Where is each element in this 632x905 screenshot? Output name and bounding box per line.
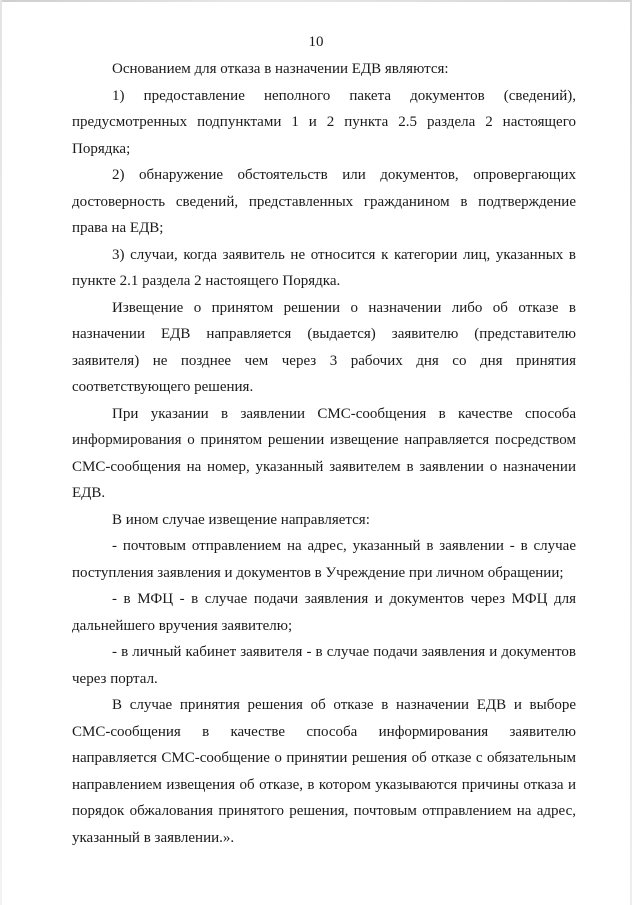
paragraph-notice-deadline: Извещение о принятом решении о назначении либо об отказе в назначении ЕДВ направляется (выдается) заявителю (представителю заявителя) не позднее чем через 3 рабочих дня со дня принятия соответствующего решения.	[72, 299, 576, 395]
paragraph-refusal-grounds-intro: Основанием для отказа в назначении ЕДВ являются:	[112, 61, 449, 77]
page-number: 10	[308, 34, 324, 50]
paragraph-postal-option: - почтовым отправлением на адрес, указанный в заявлении - в случае поступления заявления и документов в Учреждение при личном обращении;	[72, 538, 576, 581]
paragraph-refusal-sms: В случае принятия решения об отказе в назначении ЕДВ и выборе СМС-сообщения в качестве способа информирования заявителю направляется СМС-сообщение о принятии решения об отказе с обязательным направлением извещения об отказе, в котором указываются причины отказа и порядок обжалования принятого решения, почтовым отправлением на адрес, указанный в заявлении.».	[72, 697, 576, 846]
scan-edge-top	[0, 0, 632, 2]
scan-edge-left	[0, 0, 2, 905]
paragraph-otherwise-intro: В ином случае извещение направляется:	[112, 511, 370, 528]
paragraph-portal-option: - в личный кабинет заявителя - в случае подачи заявления и документов через портал.	[72, 644, 576, 687]
paragraph-mfc-option: - в МФЦ - в случае подачи заявления и документов через МФЦ для дальнейшего вручения заявителю;	[72, 591, 576, 634]
paragraph-sms-notice: При указании в заявлении СМС-сообщения в качестве способа информирования о принятом решении извещение направляется посредством СМС-сообщения на номер, указанный заявителем в заявлении о назначении ЕДВ.	[72, 405, 576, 501]
paragraph-ground-3: 3) случаи, когда заявитель не относится к категории лиц, указанных в пункте 2.1 раздела 2 настоящего Порядка.	[72, 246, 576, 289]
paragraph-ground-2: 2) обнаружение обстоятельств или документов, опровергающих достоверность сведений, представленных гражданином в подтверждение права на ЕДВ;	[72, 167, 576, 236]
paragraph-ground-1: 1) предоставление неполного пакета документов (сведений), предусмотренных подпунктами 1 и 2 пункта 2.5 раздела 2 настоящего Порядка;	[72, 87, 576, 157]
document-body	[72, 56, 576, 851]
